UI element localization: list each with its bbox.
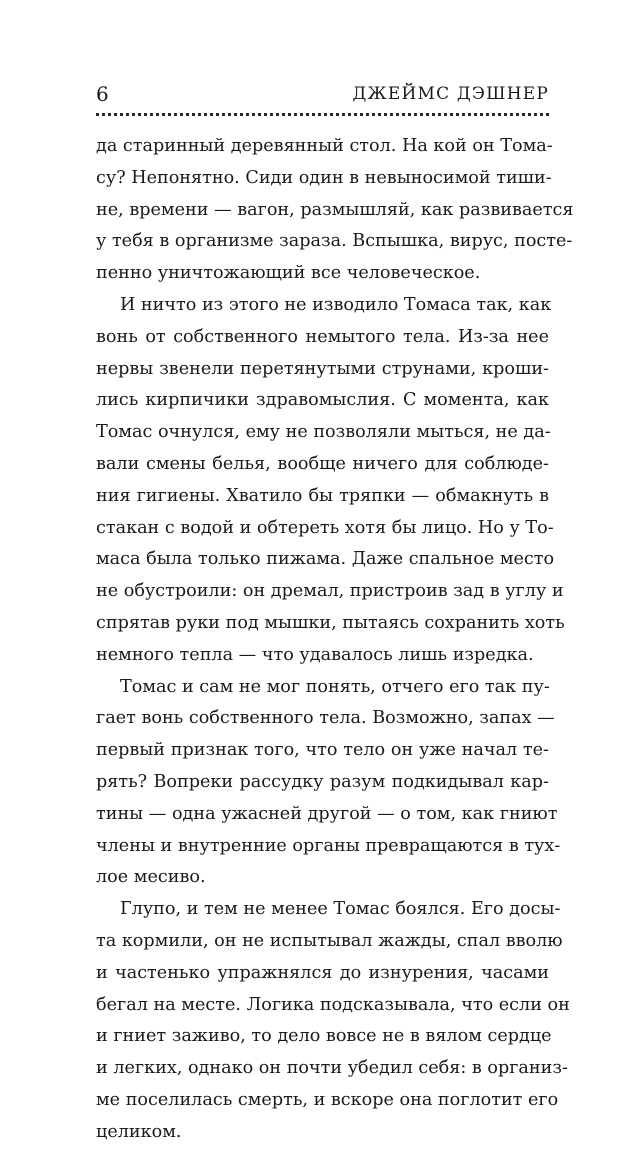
text-line: гает вонь собственного тела. Возможно, запах —	[96, 708, 555, 729]
text-line: ния гигиены. Хватило бы тряпки — обмакнуть в	[96, 485, 549, 506]
page-number: 6	[96, 82, 109, 106]
body-text	[96, 131, 574, 1149]
text-line: вонь от собственного немытого тела. Из-за нее	[96, 326, 549, 347]
text-line: рять? Вопреки рассудку разум подкидывал кар-	[96, 771, 549, 792]
text-line: у тебя в организме зараза. Вспышка, вирус, посте-	[96, 231, 573, 252]
text-line: маса была только пижама. Даже спальное место	[96, 549, 555, 570]
text-line: стакан с водой и обтереть хотя бы лицо. Но у То-	[96, 517, 554, 538]
author-name: ДЖЕЙМС ДЭШНЕР	[352, 84, 549, 104]
text-line: немного тепла — что удавалось лишь изредка.	[96, 644, 534, 665]
text-line: лое месиво.	[96, 867, 206, 888]
text-line: лись кирпичики здравомыслия. С момента, как	[96, 390, 549, 411]
text-line: бегал на месте. Логика подсказывала, что если он	[96, 994, 570, 1015]
text-line: не, времени — вагон, размышляй, как развивается	[96, 199, 574, 220]
text-line: и гниет заживо, то дело вовсе не в вялом сердце	[96, 1026, 552, 1047]
running-header	[96, 82, 549, 106]
paragraph-first-line: Томас и сам не мог понять, отчего его так пу-	[120, 676, 550, 697]
text-line: пенно уничтожающий все человеческое.	[96, 263, 481, 284]
text-line: нервы звенели перетянутыми струнами, кроши-	[96, 358, 549, 379]
text-line: спрятав руки под мышки, пытаясь сохранить хоть	[96, 612, 565, 633]
text-line: целиком.	[96, 1121, 182, 1142]
text-line: ме поселилась смерть, и вскоре она поглотит его	[96, 1089, 559, 1110]
text-line: и частенько упражнялся до изнурения, часами	[96, 962, 549, 983]
header-dotted-rule	[96, 113, 549, 116]
text-line: вали смены белья, вообще ничего для соблюде-	[96, 453, 549, 474]
text-line: су? Непонятно. Сиди один в невыносимой тиши-	[96, 167, 552, 188]
paragraph-first-line: Глупо, и тем не менее Томас боялся. Его досы-	[120, 899, 561, 920]
text-line: члены и внутренние органы превращаются в тух-	[96, 835, 561, 856]
text-line: и легких, однако он почти убедил себя: в организ-	[96, 1058, 568, 1079]
text-line: не обустроили: он дремал, пристроив зад в углу и	[96, 581, 564, 602]
paragraph-first-line: И ничто из этого не изводило Томаса так, как	[120, 294, 552, 315]
text-line: первый признак того, что тело он уже начал те-	[96, 740, 549, 761]
text-line: тины — одна ужасней другой — о том, как гниют	[96, 803, 558, 824]
text-line: да старинный деревянный стол. На кой он Тома-	[96, 136, 553, 156]
text-line: Томас очнулся, ему не позволяли мыться, не да-	[96, 422, 551, 443]
text-line: та кормили, он не испытывал жажды, спал вволю	[96, 930, 563, 951]
